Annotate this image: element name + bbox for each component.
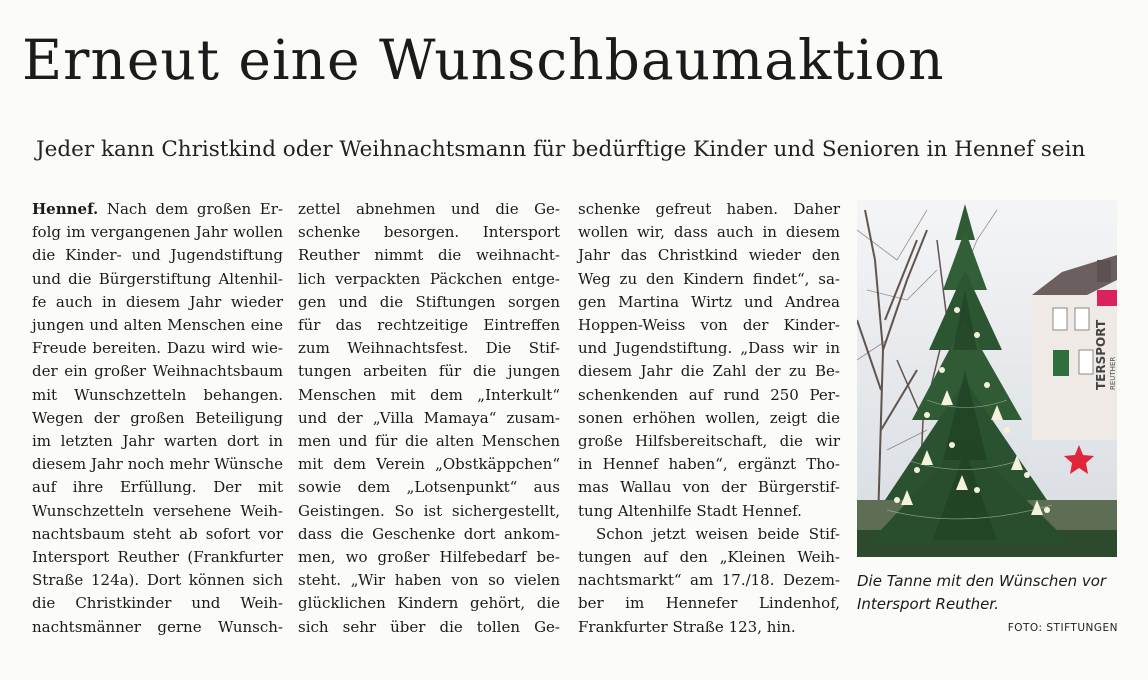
dateline: Hennef. [32, 200, 99, 218]
article-line: dass die Geschenke dort ankom- [298, 524, 560, 543]
christmas-tree-photo [857, 200, 1117, 557]
photo-caption [857, 570, 1127, 616]
article-column-2 [298, 198, 560, 639]
article-line: für das rechtzeitige Eintreffen [298, 316, 560, 335]
article-line: schenke besorgen. Intersport [298, 223, 560, 242]
article-line: mit Wunschzetteln behangen. [32, 385, 283, 404]
article-line: steht. „Wir haben von so vielen [298, 571, 560, 590]
article-line: fe auch in diesem Jahr wieder [32, 292, 283, 311]
article-column-1 [32, 198, 283, 639]
article-line: die Kinder- und Jugendstiftung [32, 246, 283, 265]
article-column-3 [578, 198, 840, 639]
article-line: schenkenden auf rund 250 Per- [578, 385, 840, 404]
article-line: wollen wir, dass auch in diesem [578, 223, 840, 242]
article-line: sich sehr über die tollen Ge- [298, 617, 560, 636]
article-line: Geistingen. So ist sichergestellt, [298, 501, 560, 520]
photo-credit [1008, 622, 1118, 634]
article-line: und die Bürgerstiftung Altenhil- [32, 269, 283, 288]
article-line: Wunschzetteln versehene Weih- [32, 501, 283, 520]
store-sign-subtext: REUTHER [1109, 356, 1117, 390]
article-line: Wegen der großen Beteiligung [32, 408, 283, 427]
article-line: und der „Villa Mamaya“ zusam- [298, 408, 560, 427]
article-line: sowie dem „Lotsenpunkt“ aus [298, 478, 560, 497]
article-line: mas Wallau von der Bürgerstif- [578, 478, 840, 497]
article-line: nachtsmarkt“ am 17./18. Dezem- [578, 571, 840, 590]
article-line: schenke gefreut haben. Daher [578, 200, 840, 218]
article-line: und Jugendstiftung. „Dass wir in [578, 339, 840, 358]
article-line: Schon jetzt weisen beide Stif- [596, 524, 840, 543]
credit-label: FOTO: [1007, 622, 1043, 634]
article-line: auf ihre Erfüllung. Der mit [32, 478, 283, 497]
article-line: der ein großer Weihnachtsbaum [32, 362, 283, 381]
article-line: die Christkinder und Weih- [32, 594, 283, 613]
article-line: folg im vergangenen Jahr wollen [32, 223, 283, 242]
article-line: diesem Jahr noch mehr Wünsche [32, 455, 283, 474]
caption-line: Intersport Reuther. [857, 595, 999, 613]
article-line: Straße 124a). Dort können sich [32, 571, 283, 590]
article-line: große Hilfsbereitschaft, die wir [578, 432, 840, 451]
store-sign-text: TERSPORT [1094, 319, 1108, 390]
caption-line: Die Tanne mit den Wünschen vor [857, 572, 1107, 590]
article-line: Jahr das Christkind wieder den [578, 246, 840, 265]
article-line: gen Martina Wirtz und Andrea [578, 292, 840, 311]
article-line: glücklichen Kindern gehört, die [298, 594, 560, 613]
article-line: ber im Hennefer Lindenhof, [578, 594, 840, 613]
article-line: im letzten Jahr warten dort in [32, 432, 283, 451]
article-line: Hoppen-Weiss von der Kinder- [578, 316, 840, 335]
article-line: Hennef. Nach dem großen Er- [32, 200, 283, 218]
article-line: Weg zu den Kindern findet“, sa- [578, 269, 840, 288]
article-line: diesem Jahr die Zahl der zu Be- [578, 362, 840, 381]
article-line: mit dem Verein „Obstkäppchen“ [298, 455, 560, 474]
article-line: men und für die alten Menschen [298, 432, 560, 451]
article-line: Freude bereiten. Dazu wird wie- [32, 339, 283, 358]
article-line: gen und die Stiftungen sorgen [298, 292, 560, 311]
article-line: Frankfurter Straße 123, hin. [578, 617, 796, 636]
article-line: Menschen mit dem „Interkult“ [298, 385, 560, 404]
article-line: tungen auf den „Kleinen Weih- [578, 548, 840, 567]
article-line: zum Weihnachtsfest. Die Stif- [298, 339, 560, 358]
article-line: tungen arbeiten für die jungen [298, 362, 560, 381]
article-line: sonen erhöhen wollen, zeigt die [578, 408, 840, 427]
article-line: Intersport Reuther (Frankfurter [32, 548, 283, 567]
article-line: in Hennef haben“, ergänzt Tho- [578, 455, 840, 474]
credit-source: STIFTUNGEN [1046, 622, 1118, 634]
subheadline: Jeder kann Christkind oder Weihnachtsmann für bedürftige Kinder und Senioren in Hennef sein [36, 137, 1086, 162]
article-line: jungen und alten Menschen eine [32, 316, 283, 335]
article-line: lich verpackten Päckchen entge- [298, 269, 560, 288]
article-line: Reuther nimmt die weihnacht- [298, 246, 560, 265]
headline: Erneut eine Wunschbaumaktion [22, 28, 945, 92]
article-line: men, wo großer Hilfebedarf be- [298, 548, 560, 567]
article-line: nachtsbaum steht ab sofort vor [32, 524, 283, 543]
article-line: zettel abnehmen und die Ge- [298, 200, 560, 218]
article-line: tung Altenhilfe Stadt Hennef. [578, 501, 802, 520]
article-line: nachtsmänner gerne Wunsch- [32, 617, 283, 636]
